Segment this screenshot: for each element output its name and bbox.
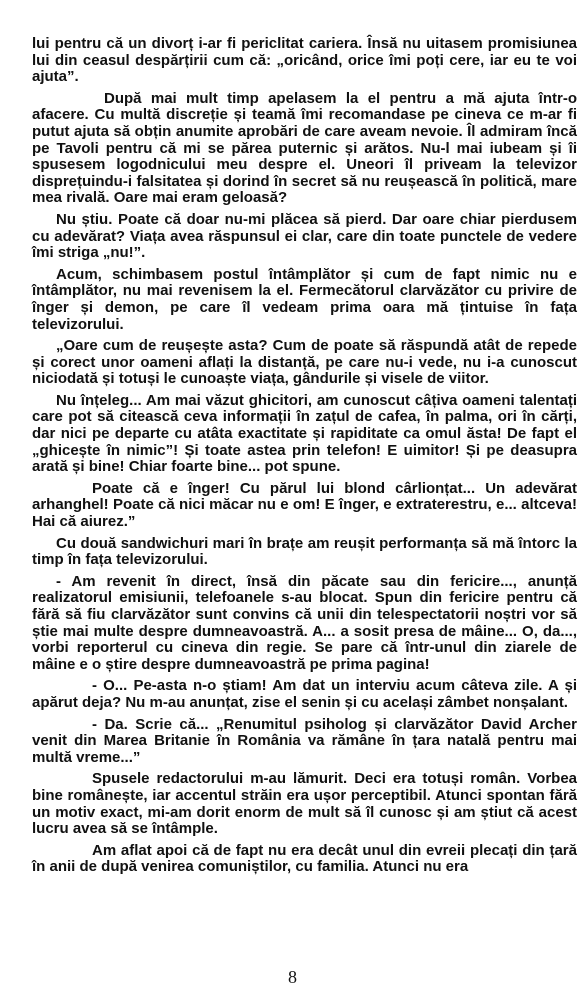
paragraph: Nu știu. Poate că doar nu-mi plăcea să pierd. Dar oare chiar pierdusem cu adevărat? Viața avea răspunsul ei clar, care din toate punctele de vedere îmi striga „nu!”. [32, 210, 577, 262]
paragraph: lui pentru că un divorț i-ar fi periclitat cariera. Însă nu uitasem promisiunea lui din ceasul despărțirii cum că: „oricând, orice îmi poți cere, iar eu te voi ajuta”. [32, 35, 577, 86]
paragraph: Acum, schimbasem postul întâmplător și cum de fapt nimic nu e întâmplător, nu mai revenisem la el. Fermecătorul clarvăzător cu privire de înger și demon, pe care îl vedeam prima oara mă țintuise în fața televizorului. [32, 265, 577, 333]
page-body-text [32, 36, 577, 881]
paragraph: Poate că e înger! Cu părul lui blond cârlionțat... Un adevărat arhanghel! Poate că nici măcar nu e om! E înger, e extraterestru, e... altceva! Hai că aiurez.” [32, 479, 577, 531]
paragraph: Am aflat apoi că de fapt nu era decât unul din evreii plecați din țară în anii de după venirea comuniștilor, cu familia. Atunci nu era [32, 841, 577, 876]
paragraph: - Da. Scrie că... „Renumitul psiholog și clarvăzător David Archer venit din Marea Britanie în România va rămâne în țara natală pentru mai multă vreme...” [32, 715, 577, 766]
page-number: 8 [288, 967, 297, 987]
paragraph: - O... Pe-asta n-o știam! Am dat un interviu acum câteva zile. A și apărut deja? Nu m-au anunțat, zise el senin și cu același zâmbet nonșalant. [32, 677, 577, 711]
paragraph: Spusele redactorului m-au lămurit. Deci era totuși român. Vorbea bine românește, iar accentul străin era ușor perceptibil. Atunci spontan fără un motiv exact, mi-am dorit enorm de mult să îl cunosc și am știut că acest lucru avea să se întâmple. [32, 770, 577, 838]
paragraph: Nu înțeleg... Am mai văzut ghicitori, am cunoscut câțiva oameni talentați care pot să citească ceva informații în zațul de cafea, în palma, ori în cărți, dar nici pe departe cu atâta exactitate și rapiditate ca omul ăsta! De fapt el „ghicește în nimic”! Și toate astea prin telefon! E uimitor! Și pe deasupra arată și bine! Chiar foarte bine... pot spune. [32, 391, 577, 476]
paragraph: După mai mult timp apelasem la el pentru a mă ajuta într-o afacere. Cu multă discreție și teamă îmi recomandase pe cineva ce m-ar fi putut ajuta să obțin anumite aprobări de care aveam nevoie. Îl admiram încă pe Tavoli pentru că mi se părea puternic și arătos. Nu-l mai iubeam și îi spusesem logodnicului meu despre el. Uneori îl priveam la televizor disprețuindu-i falsitatea și dorind în secret să nu reușească în politică, mare mea rivală. Oare mai eram geloasă? [32, 89, 577, 207]
paragraph: Cu două sandwichuri mari în brațe am reușit performanța să mă întorc la timp în fața televizorului. [32, 534, 577, 569]
paragraph: - Am revenit în direct, însă din păcate sau din fericire..., anunță realizatorul emisiunii, telefoanele s-au blocat. Spun din fericire pentru că fără să fiu clarvăzător sunt convins că unii din telespectatorii noștri vor să știe mai multe despre dumneavoastră. A... a sosit presa de mâine... O, da..., vorbi reporterul cu cineva din regie. Se pare că într-unul din ziarele de mâine e o știre despre dumneavoastră pe prima pagina! [32, 572, 577, 673]
paragraph: „Oare cum de reușește asta? Cum de poate să răspundă atât de repede și corect unor oameni aflați la distanță, pe care nu-i vede, nu i-a cunoscut niciodată și totuși le cunoaște viața, gândurile și visele de viitor. [32, 337, 577, 388]
